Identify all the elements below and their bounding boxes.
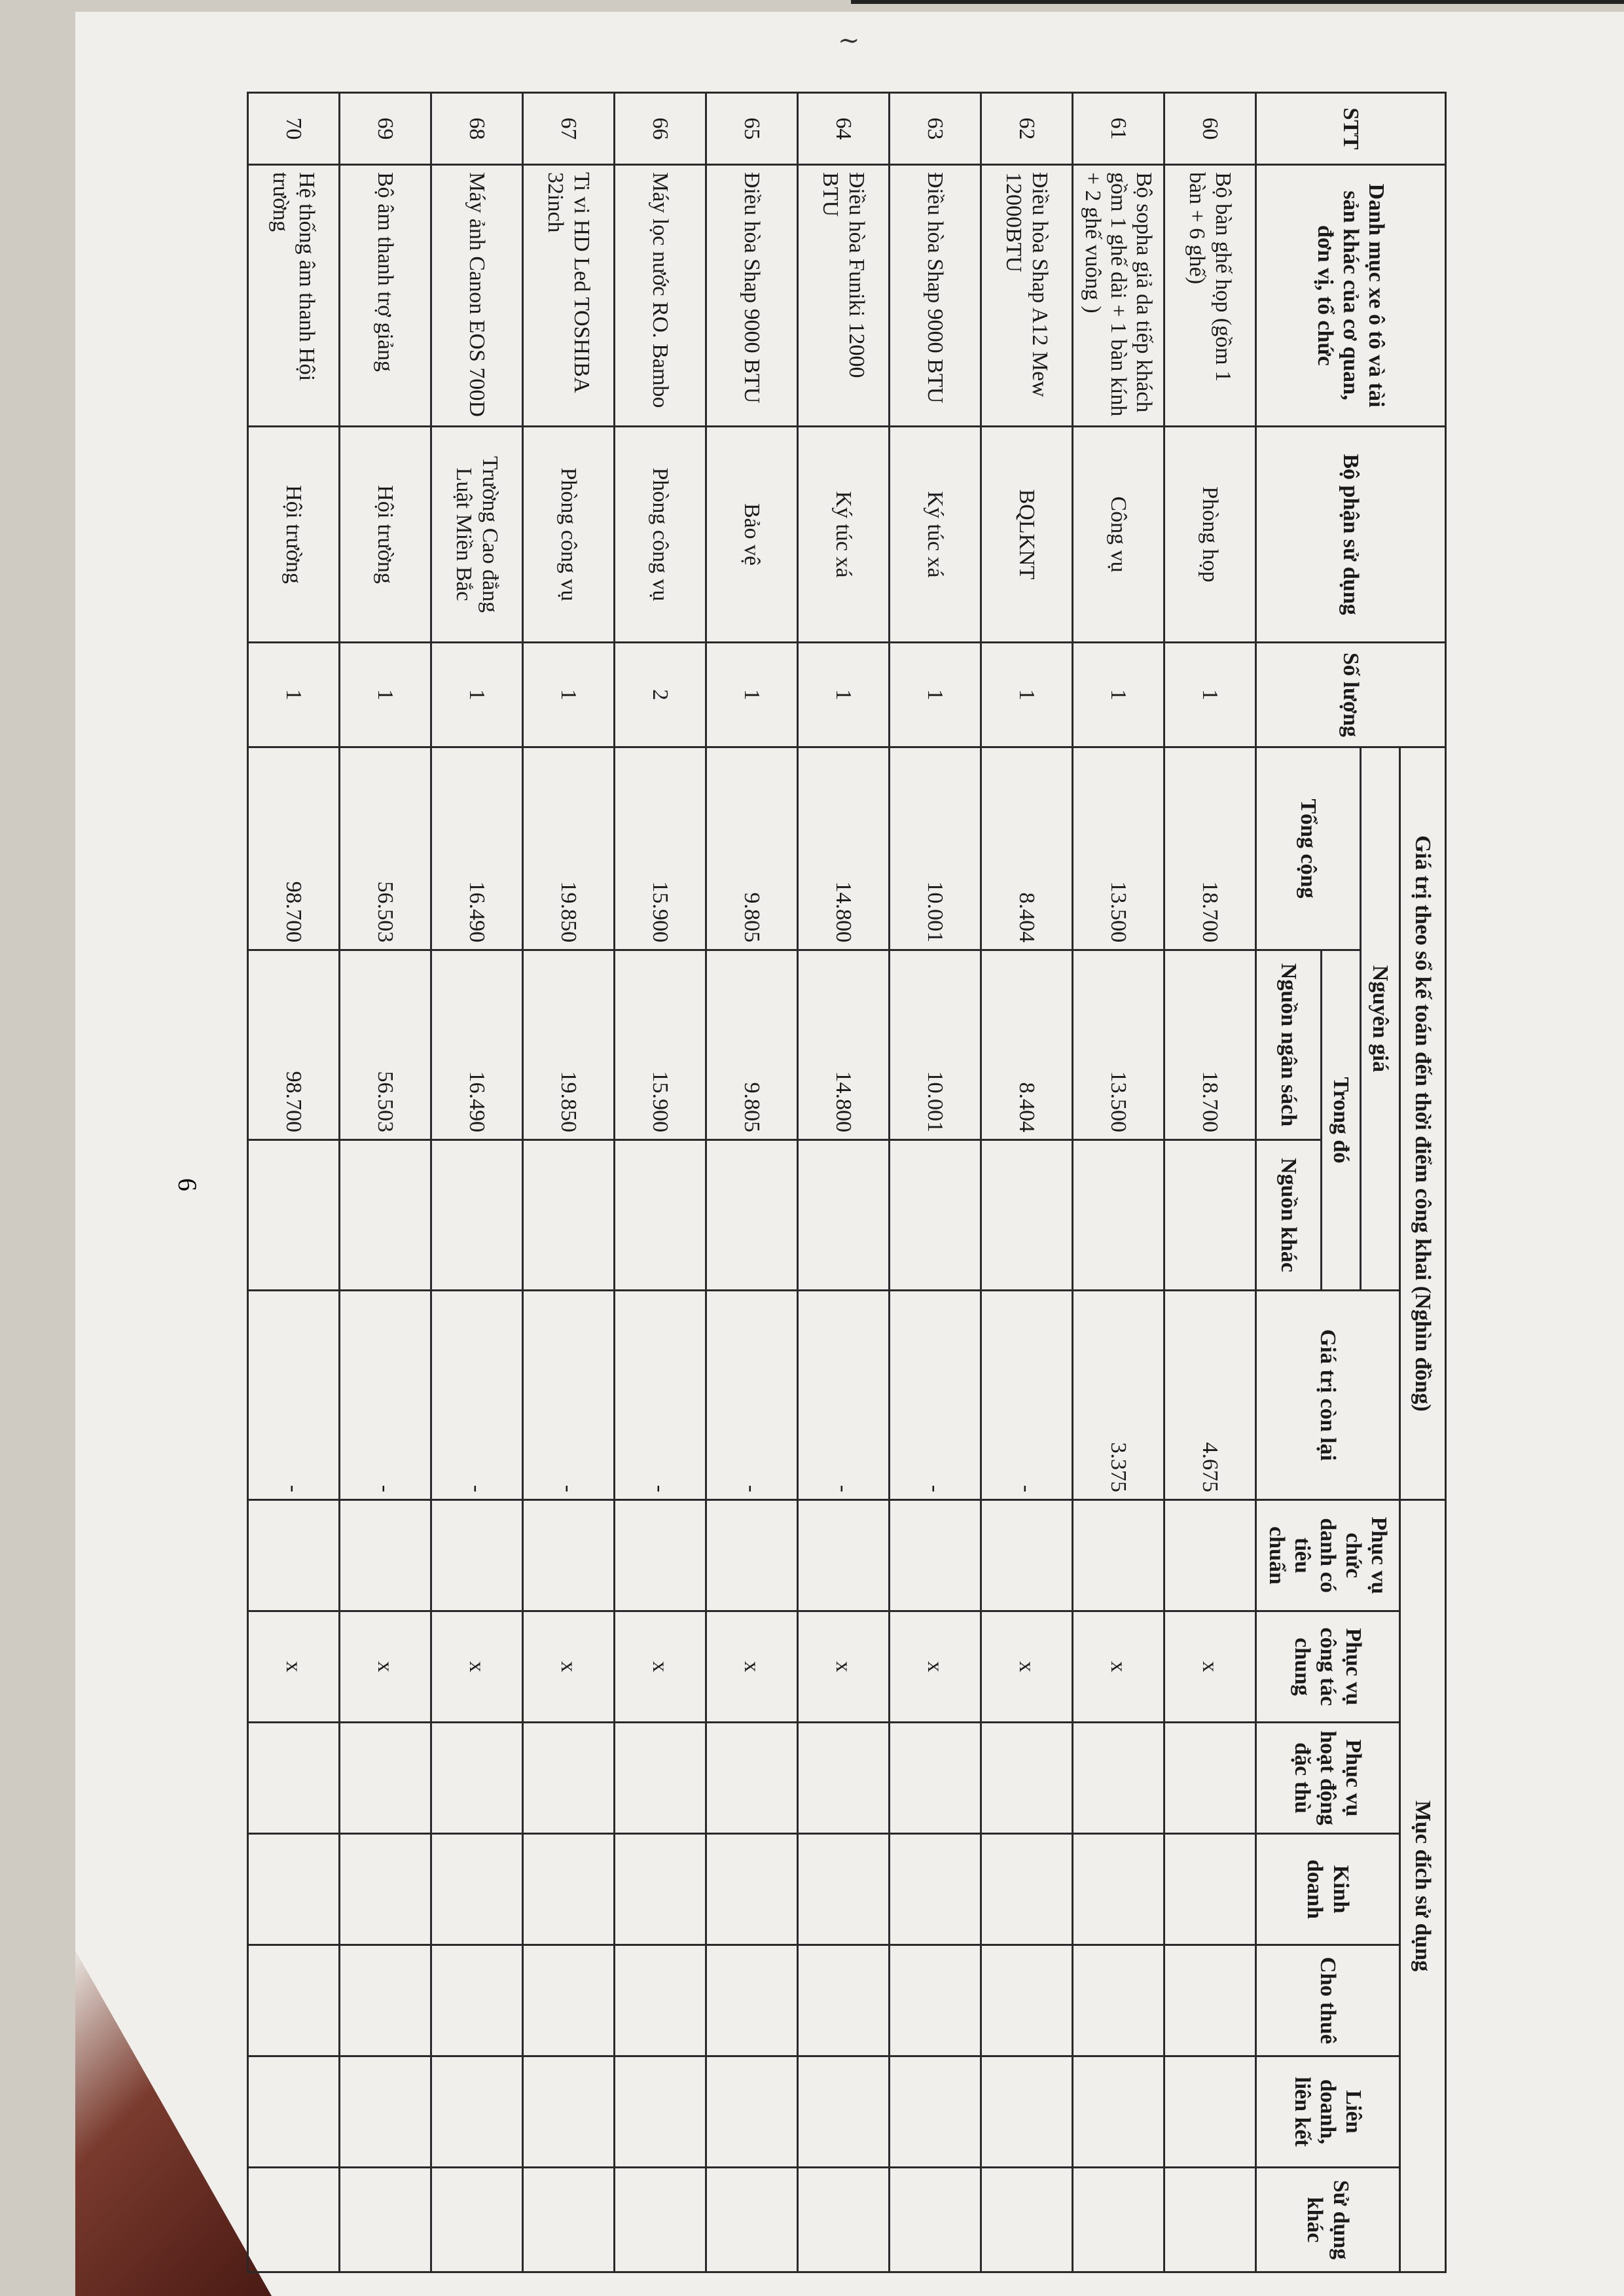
cell-qty: 1 bbox=[1073, 643, 1164, 747]
cell-dept: Phòng họp bbox=[1164, 427, 1256, 643]
cell-p2: x bbox=[340, 1611, 431, 1723]
cell-budget: 56.503 bbox=[340, 950, 431, 1140]
cell-p7 bbox=[615, 2168, 706, 2272]
cell-p7 bbox=[1164, 2168, 1256, 2272]
cell-remaining: - bbox=[706, 1291, 798, 1500]
cell-p6 bbox=[431, 2056, 523, 2168]
header-p2: Phục vụ công tác chung bbox=[1256, 1611, 1400, 1723]
cell-qty: 2 bbox=[615, 643, 706, 747]
cell-stt: 62 bbox=[981, 93, 1073, 165]
cell-name: Máy ảnh Canon EOS 700D bbox=[431, 165, 523, 427]
header-budget: Nguồn ngân sách bbox=[1256, 950, 1322, 1140]
cell-p1 bbox=[523, 1500, 615, 1611]
cell-budget: 9.805 bbox=[706, 950, 798, 1140]
cell-dept: Hội trường bbox=[248, 427, 340, 643]
cell-other bbox=[706, 1140, 798, 1291]
cell-p6 bbox=[248, 2056, 340, 2168]
cell-total: 16.490 bbox=[431, 747, 523, 950]
header-p6: Liên doanh, liên kết bbox=[1256, 2056, 1400, 2168]
cell-p2: x bbox=[1073, 1611, 1164, 1723]
cell-other bbox=[615, 1140, 706, 1291]
table-row bbox=[523, 93, 615, 2272]
header-other-source: Nguồn khác bbox=[1256, 1140, 1322, 1291]
cell-qty: 1 bbox=[1164, 643, 1256, 747]
cell-p1 bbox=[431, 1500, 523, 1611]
cell-p2: x bbox=[248, 1611, 340, 1723]
header-dept: Bộ phận sử dụng bbox=[1256, 427, 1446, 643]
header-original-price: Nguyên giá bbox=[1361, 747, 1400, 1291]
cell-p2: x bbox=[706, 1611, 798, 1723]
header-remaining: Giá trị còn lại bbox=[1256, 1291, 1400, 1500]
table-row bbox=[981, 93, 1073, 2272]
cell-other bbox=[340, 1140, 431, 1291]
cell-budget: 8.404 bbox=[981, 950, 1073, 1140]
cell-p7 bbox=[890, 2168, 981, 2272]
cell-p1 bbox=[340, 1500, 431, 1611]
cell-p5 bbox=[890, 1945, 981, 2056]
cell-budget: 16.490 bbox=[431, 950, 523, 1140]
cell-total: 10.001 bbox=[890, 747, 981, 950]
cell-p5 bbox=[615, 1945, 706, 2056]
cell-p5 bbox=[340, 1945, 431, 2056]
cell-total: 9.805 bbox=[706, 747, 798, 950]
cell-p3 bbox=[248, 1723, 340, 1834]
cell-dept: Phòng công vụ bbox=[523, 427, 615, 643]
cell-remaining: - bbox=[890, 1291, 981, 1500]
cell-p6 bbox=[340, 2056, 431, 2168]
cell-qty: 1 bbox=[706, 643, 798, 747]
cell-stt: 66 bbox=[615, 93, 706, 165]
cell-p7 bbox=[798, 2168, 890, 2272]
cell-p2: x bbox=[1164, 1611, 1256, 1723]
cell-name: Điều hòa Shap A12 Mew 12000BTU bbox=[981, 165, 1073, 427]
cell-stt: 61 bbox=[1073, 93, 1164, 165]
cell-stt: 65 bbox=[706, 93, 798, 165]
cell-remaining: 3.375 bbox=[1073, 1291, 1164, 1500]
cell-total: 14.800 bbox=[798, 747, 890, 950]
cell-budget: 98.700 bbox=[248, 950, 340, 1140]
header-of-which: Trong đó bbox=[1322, 950, 1361, 1291]
cell-stt: 67 bbox=[523, 93, 615, 165]
cell-qty: 1 bbox=[523, 643, 615, 747]
cell-p7 bbox=[431, 2168, 523, 2272]
header-p5: Cho thuê bbox=[1256, 1945, 1400, 2056]
cell-budget: 19.850 bbox=[523, 950, 615, 1140]
header-total: Tổng cộng bbox=[1256, 747, 1361, 950]
table-row bbox=[1073, 93, 1164, 2272]
scan-mark: ∼ bbox=[838, 26, 860, 55]
cell-p3 bbox=[1164, 1723, 1256, 1834]
cell-remaining: - bbox=[248, 1291, 340, 1500]
cell-p2: x bbox=[798, 1611, 890, 1723]
cell-dept: Trường Cao đẳng Luật Miền Bắc bbox=[431, 427, 523, 643]
header-p1: Phục vụ chức danh có tiêu chuẩn bbox=[1256, 1500, 1400, 1611]
header-value-group: Giá trị theo sổ kế toán đến thời điểm công khai (Nghìn đồng) bbox=[1400, 747, 1446, 1500]
cell-remaining: - bbox=[981, 1291, 1073, 1500]
cell-qty: 1 bbox=[340, 643, 431, 747]
table-row bbox=[340, 93, 431, 2272]
cell-other bbox=[798, 1140, 890, 1291]
cell-p7 bbox=[1073, 2168, 1164, 2272]
cell-other bbox=[890, 1140, 981, 1291]
cell-p3 bbox=[890, 1723, 981, 1834]
cell-p4 bbox=[1073, 1834, 1164, 1945]
cell-name: Bộ sopha giả da tiếp khách gồm 1 ghế dài + 1 bàn kính + 2 ghế vuông ) bbox=[1073, 165, 1164, 427]
cell-p6 bbox=[981, 2056, 1073, 2168]
cell-p3 bbox=[706, 1723, 798, 1834]
cell-dept: Ký túc xá bbox=[798, 427, 890, 643]
cell-p4 bbox=[523, 1834, 615, 1945]
cell-qty: 1 bbox=[798, 643, 890, 747]
cell-total: 56.503 bbox=[340, 747, 431, 950]
cell-remaining: - bbox=[340, 1291, 431, 1500]
cell-p1 bbox=[981, 1500, 1073, 1611]
cell-other bbox=[523, 1140, 615, 1291]
cell-p1 bbox=[1164, 1500, 1256, 1611]
cell-p3 bbox=[431, 1723, 523, 1834]
cell-remaining: - bbox=[431, 1291, 523, 1500]
cell-p7 bbox=[981, 2168, 1073, 2272]
cell-budget: 18.700 bbox=[1164, 950, 1256, 1140]
cell-qty: 1 bbox=[431, 643, 523, 747]
cell-budget: 15.900 bbox=[615, 950, 706, 1140]
header-stt: STT bbox=[1256, 93, 1446, 165]
cell-p7 bbox=[248, 2168, 340, 2272]
header-p4: Kinh doanh bbox=[1256, 1834, 1400, 1945]
cell-other bbox=[248, 1140, 340, 1291]
cell-p6 bbox=[890, 2056, 981, 2168]
header-p7: Sử dụng khác bbox=[1256, 2168, 1400, 2272]
cell-remaining: 4.675 bbox=[1164, 1291, 1256, 1500]
cell-remaining: - bbox=[615, 1291, 706, 1500]
cell-qty: 1 bbox=[248, 643, 340, 747]
cell-other bbox=[981, 1140, 1073, 1291]
cell-dept: Ký túc xá bbox=[890, 427, 981, 643]
cell-remaining: - bbox=[798, 1291, 890, 1500]
cell-p2: x bbox=[890, 1611, 981, 1723]
header-name: Danh mục xe ô tô và tài sản khác của cơ quan, đơn vị, tổ chức bbox=[1256, 165, 1446, 427]
table-row bbox=[431, 93, 523, 2272]
cell-p1 bbox=[798, 1500, 890, 1611]
cell-p4 bbox=[340, 1834, 431, 1945]
cell-remaining: - bbox=[523, 1291, 615, 1500]
cell-total: 98.700 bbox=[248, 747, 340, 950]
cell-p5 bbox=[523, 1945, 615, 2056]
cell-p4 bbox=[615, 1834, 706, 1945]
rotated-page bbox=[144, 92, 1447, 2271]
cell-dept: Phòng công vụ bbox=[615, 427, 706, 643]
cell-p3 bbox=[523, 1723, 615, 1834]
cell-total: 13.500 bbox=[1073, 747, 1164, 950]
cell-total: 15.900 bbox=[615, 747, 706, 950]
cell-name: Điều hòa Funiki 12000 BTU bbox=[798, 165, 890, 427]
cell-name: Ti vi HD Led TOSHIBA 32inch bbox=[523, 165, 615, 427]
cell-p1 bbox=[1073, 1500, 1164, 1611]
cell-p1 bbox=[706, 1500, 798, 1611]
cell-p2: x bbox=[615, 1611, 706, 1723]
cell-p3 bbox=[1073, 1723, 1164, 1834]
cell-p7 bbox=[340, 2168, 431, 2272]
cell-p5 bbox=[1164, 1945, 1256, 2056]
cell-p2: x bbox=[981, 1611, 1073, 1723]
cell-p6 bbox=[523, 2056, 615, 2168]
cell-budget: 13.500 bbox=[1073, 950, 1164, 1140]
cell-name: Điều hòa Shap 9000 BTU bbox=[890, 165, 981, 427]
asset-table bbox=[247, 92, 1447, 2273]
table-row bbox=[615, 93, 706, 2272]
cell-name: Hệ thống âm thanh Hội trường bbox=[248, 165, 340, 427]
cell-qty: 1 bbox=[890, 643, 981, 747]
cell-name: Bộ âm thanh trợ giảng bbox=[340, 165, 431, 427]
cell-p5 bbox=[981, 1945, 1073, 2056]
top-edge bbox=[851, 0, 1624, 4]
cell-stt: 70 bbox=[248, 93, 340, 165]
cell-p5 bbox=[706, 1945, 798, 2056]
cell-p6 bbox=[1073, 2056, 1164, 2168]
cell-p4 bbox=[248, 1834, 340, 1945]
cell-p5 bbox=[798, 1945, 890, 2056]
cell-stt: 64 bbox=[798, 93, 890, 165]
header-qty: Số lượng bbox=[1256, 643, 1446, 747]
cell-p7 bbox=[706, 2168, 798, 2272]
cell-p6 bbox=[706, 2056, 798, 2168]
table-row bbox=[248, 93, 340, 2272]
table-row bbox=[706, 93, 798, 2272]
cell-p3 bbox=[340, 1723, 431, 1834]
cell-p4 bbox=[798, 1834, 890, 1945]
cell-p1 bbox=[890, 1500, 981, 1611]
cell-p7 bbox=[523, 2168, 615, 2272]
cell-total: 18.700 bbox=[1164, 747, 1256, 950]
cell-p6 bbox=[798, 2056, 890, 2168]
cell-p3 bbox=[981, 1723, 1073, 1834]
cell-dept: BQLKNT bbox=[981, 427, 1073, 643]
cell-p3 bbox=[615, 1723, 706, 1834]
cell-p6 bbox=[615, 2056, 706, 2168]
cell-p4 bbox=[981, 1834, 1073, 1945]
cell-p6 bbox=[1164, 2056, 1256, 2168]
cell-other bbox=[1164, 1140, 1256, 1291]
cell-p5 bbox=[248, 1945, 340, 2056]
cell-total: 19.850 bbox=[523, 747, 615, 950]
cell-stt: 68 bbox=[431, 93, 523, 165]
cell-dept: Công vụ bbox=[1073, 427, 1164, 643]
cell-p2: x bbox=[523, 1611, 615, 1723]
cell-p5 bbox=[431, 1945, 523, 2056]
cell-p2: x bbox=[431, 1611, 523, 1723]
cell-dept: Hội trường bbox=[340, 427, 431, 643]
header-p3: Phục vụ hoạt động đặc thù bbox=[1256, 1723, 1400, 1834]
header-purpose-group: Mục đích sử dụng bbox=[1400, 1500, 1446, 2272]
cell-total: 8.404 bbox=[981, 747, 1073, 950]
cell-dept: Bảo vệ bbox=[706, 427, 798, 643]
cell-stt: 60 bbox=[1164, 93, 1256, 165]
table-row bbox=[798, 93, 890, 2272]
cell-p5 bbox=[1073, 1945, 1164, 2056]
cell-p1 bbox=[248, 1500, 340, 1611]
page-number: 6 bbox=[173, 1178, 202, 1191]
cell-p1 bbox=[615, 1500, 706, 1611]
cell-p4 bbox=[431, 1834, 523, 1945]
cell-stt: 63 bbox=[890, 93, 981, 165]
cell-name: Máy lọc nước RO. Bambo bbox=[615, 165, 706, 427]
cell-p4 bbox=[706, 1834, 798, 1945]
cell-p4 bbox=[890, 1834, 981, 1945]
cell-name: Bộ bàn ghế họp (gồm 1 bàn + 6 ghế) bbox=[1164, 165, 1256, 427]
cell-stt: 69 bbox=[340, 93, 431, 165]
table-row bbox=[1164, 93, 1256, 2272]
cell-budget: 10.001 bbox=[890, 950, 981, 1140]
cell-p3 bbox=[798, 1723, 890, 1834]
cell-p4 bbox=[1164, 1834, 1256, 1945]
cell-budget: 14.800 bbox=[798, 950, 890, 1140]
cell-other bbox=[431, 1140, 523, 1291]
cell-other bbox=[1073, 1140, 1164, 1291]
cell-name: Điều hòa Shap 9000 BTU bbox=[706, 165, 798, 427]
table-row bbox=[890, 93, 981, 2272]
cell-qty: 1 bbox=[981, 643, 1073, 747]
